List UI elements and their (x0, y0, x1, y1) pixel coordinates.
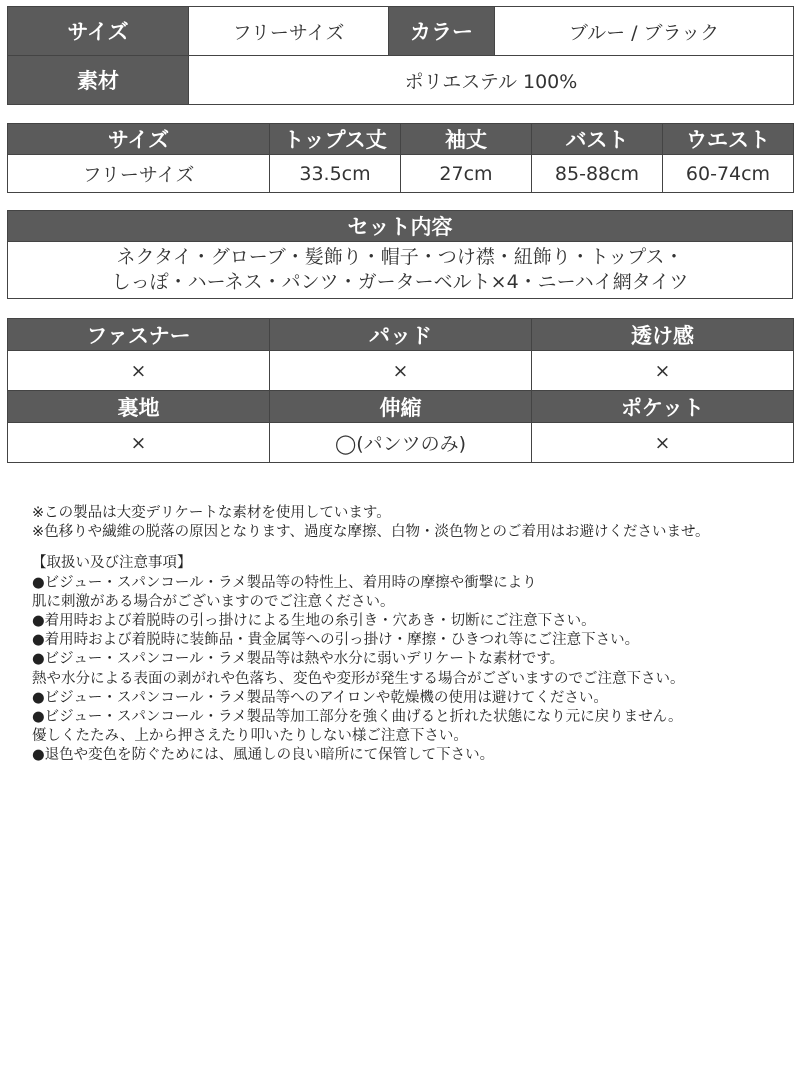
care-heading: 【取扱い及び注意事項】 (32, 555, 192, 572)
set-contents-line-2: しっぽ・ハーネス・パンツ・ガーターベルト×4・ニーハイ網タイツ (111, 271, 689, 293)
measure-value-size: フリーサイズ (8, 155, 270, 193)
measurement-table (7, 123, 794, 193)
measure-header-bust: バスト (532, 124, 663, 155)
care-line: ●ビジュー・スパンコール・ラメ製品等加工部分を強く曲げると折れた状態になり元に戻りません。 (32, 709, 683, 726)
care-line: ●退色や変色を防ぐためには、風通しの良い暗所にて保管して下さい。 (32, 747, 495, 764)
feature-header-zipper: ファスナー (8, 319, 270, 351)
note-line: ※この製品は大変デリケートな素材を使用しています。 (32, 505, 391, 521)
color-label: カラー (389, 7, 495, 56)
note-line: ※色移りや繊維の脱落の原因となります、過度な摩擦、白物・淡色物とのご着用はお避けくださいませ。 (32, 524, 710, 541)
feature-value-pad: × (270, 351, 532, 391)
feature-header-pad: パッド (270, 319, 532, 351)
set-contents-table (7, 210, 793, 299)
measure-value-sleeve: 27cm (401, 155, 532, 193)
care-line: ●着用時および着脱時に装飾品・貴金属等への引っ掛け・摩擦・ひきつれ等にご注意下さい。 (32, 632, 640, 649)
material-label: 素材 (8, 56, 189, 105)
feature-header-stretch: 伸縮 (270, 391, 532, 423)
size-label: サイズ (8, 7, 189, 56)
set-contents-header: セット内容 (8, 211, 793, 242)
feature-value-zipper: × (8, 351, 270, 391)
feature-value-pocket: × (532, 423, 794, 463)
size-value: フリーサイズ (189, 7, 389, 56)
material-value: ポリエステル 100% (189, 56, 794, 105)
care-line: 肌に刺激がある場合がございますのでご注意ください。 (32, 593, 395, 610)
set-contents-body (8, 242, 793, 299)
care-line: ●ビジュー・スパンコール・ラメ製品等へのアイロンや乾燥機の使用は避けてください。 (32, 689, 608, 706)
feature-value-sheerness: × (532, 351, 794, 391)
measure-value-waist: 60-74cm (663, 155, 794, 193)
care-line: 熱や水分による表面の剥がれや色落ち、変色や変形が発生する場合がございますのでご注意下さい。 (32, 670, 685, 687)
measure-header-length: トップス丈 (270, 124, 401, 155)
care-notes (32, 504, 792, 766)
care-line: 優しくたたみ、上から押さえたり叩いたりしない様ご注意下さい。 (32, 728, 468, 745)
feature-header-pocket: ポケット (532, 391, 794, 423)
feature-header-sheerness: 透け感 (532, 319, 794, 351)
care-line: ●着用時および着脱時の引っ掛けによる生地の糸引き・穴あき・切断にご注意下さい。 (32, 613, 596, 630)
feature-header-lining: 裏地 (8, 391, 270, 423)
notes-spacer (32, 542, 792, 554)
measure-header-size: サイズ (8, 124, 270, 155)
measure-value-bust: 85-88cm (532, 155, 663, 193)
measure-header-sleeve: 袖丈 (401, 124, 532, 155)
care-line: ●ビジュー・スパンコール・ラメ製品等は熱や水分に弱いデリケートな素材です。 (32, 651, 565, 668)
spec-table (7, 6, 794, 105)
feature-value-lining: × (8, 423, 270, 463)
measure-value-length: 33.5cm (270, 155, 401, 193)
color-value: ブルー / ブラック (495, 7, 794, 56)
set-contents-line-1: ネクタイ・グローブ・髪飾り・帽子・つけ襟・紐飾り・トップス・ (116, 246, 684, 268)
care-line: ●ビジュー・スパンコール・ラメ製品等の特性上、着用時の摩擦や衝撃により (32, 574, 537, 591)
feature-value-stretch: ◯(パンツのみ) (270, 423, 532, 463)
feature-table (7, 318, 794, 463)
measure-header-waist: ウエスト (663, 124, 794, 155)
